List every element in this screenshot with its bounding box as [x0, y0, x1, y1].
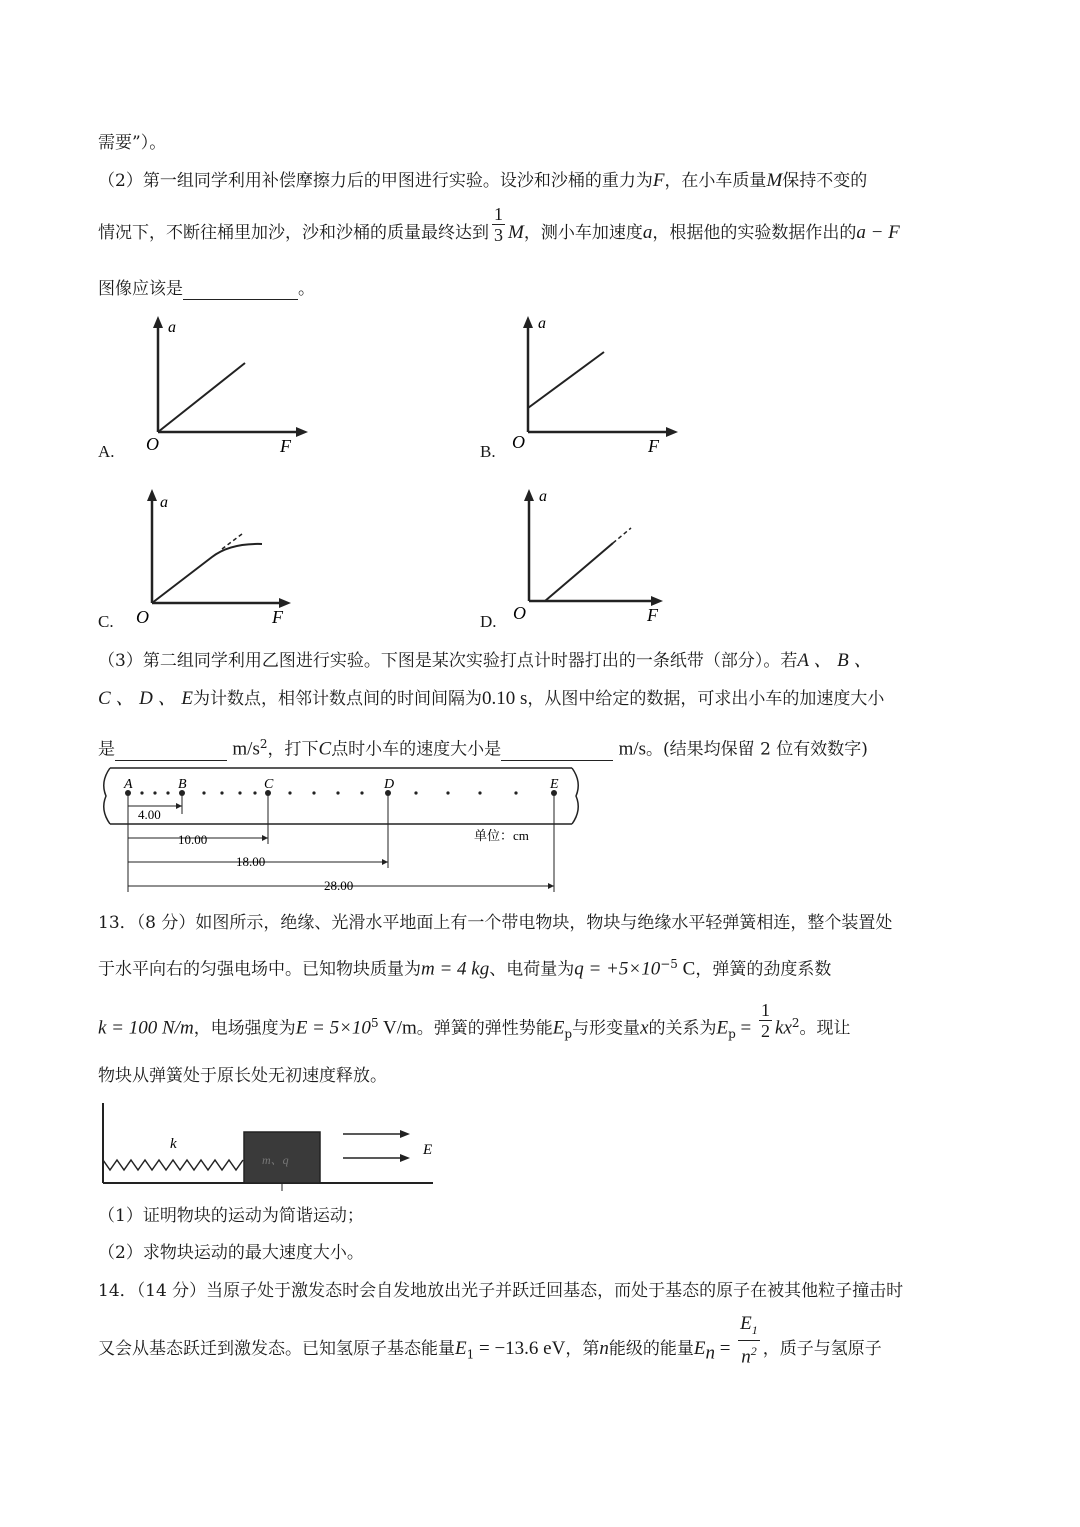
tape-distance-ac: 10.00 — [178, 832, 208, 847]
graph-option-a — [130, 310, 310, 460]
unit: V/m — [378, 1017, 417, 1039]
question-2-line-2 — [98, 204, 900, 245]
text-fragment: ，在小车质量 — [664, 171, 767, 191]
math-var: E — [552, 1017, 565, 1039]
exponent: 5 — [370, 1016, 379, 1030]
axis-label-y: a — [168, 319, 176, 336]
problem-13-line-1 — [98, 912, 892, 934]
math-var: A 、 B 、 — [797, 650, 873, 671]
graph-option-c — [130, 485, 310, 625]
graph-option-d — [505, 485, 685, 625]
axis-label-x: F — [647, 605, 658, 625]
option-c-label[interactable]: C. — [98, 612, 114, 631]
text-line — [98, 132, 166, 154]
math-var: E — [740, 1313, 752, 1334]
problem-13-line-3 — [98, 999, 851, 1045]
problem-13-sub-1 — [98, 1205, 364, 1227]
axis-label-x: F — [272, 607, 283, 625]
tape-label-b: B — [178, 777, 187, 792]
math-var: x — [640, 1017, 649, 1039]
math-value: 0.10 s — [482, 688, 528, 709]
text-fragment: 。(结果均保留 2 位有效数字) — [646, 739, 868, 760]
math-var: E — [693, 1338, 706, 1360]
math-var: a — [642, 222, 653, 243]
math-var: n — [741, 1346, 751, 1368]
text-fragment: 与形变量 — [572, 1018, 641, 1039]
origin-label: O — [512, 432, 525, 452]
option-b-label[interactable]: B. — [480, 442, 496, 461]
graph-option-b — [500, 310, 680, 460]
text-fragment: ，第 — [565, 1339, 600, 1360]
text-fragment: 又会从基态跃迁到激发态。已知氢原子基态能量 — [98, 1339, 455, 1360]
tape-label-a: A — [124, 777, 133, 792]
text-fragment: 图像应该是 — [98, 279, 183, 299]
text-fragment: （3）第二组同学利用乙图进行实验。下图是某次实验打点计时器打出的一条纸带（部分）。若 — [98, 651, 798, 671]
subscript: 1 — [466, 1347, 475, 1362]
subscript: p — [564, 1027, 573, 1042]
math-expression: kx — [775, 1017, 792, 1039]
math-value: = −13.6 eV — [474, 1338, 566, 1360]
fraction-numerator: 1 — [494, 204, 503, 224]
tape-distance-ad: 18.00 — [236, 854, 266, 869]
unit: m/s — [232, 738, 260, 760]
math-var: E — [716, 1017, 729, 1039]
axis-label-x: F — [280, 436, 291, 456]
math-var: C 、 D 、 E — [98, 688, 194, 709]
option-a-label[interactable]: A. — [98, 442, 115, 461]
text-fragment: 于水平向右的匀强电场中。已知物块质量为 — [98, 959, 421, 980]
text-fragment: （2）第一组同学利用补偿摩擦力后的甲图进行实验。设沙和沙桶的重力为 — [98, 171, 653, 191]
math-var: C — [318, 738, 332, 760]
question-3-line-1 — [98, 650, 872, 672]
text-fragment: 为计数点，相邻计数点间的时间间隔为 — [193, 689, 483, 709]
math-expression: m = 4 kg — [421, 958, 490, 980]
text-fragment: 情况下，不断往桶里加沙，沙和沙桶的质量最终达到 — [98, 223, 489, 243]
tape-label-e: E — [550, 777, 559, 792]
origin-label: O — [136, 607, 149, 625]
text-fragment: 、电荷量为 — [489, 959, 575, 980]
answer-blank[interactable] — [183, 281, 298, 300]
fraction — [492, 204, 505, 245]
tape-label-c: C — [264, 777, 274, 792]
unit: m/s — [618, 738, 647, 760]
exponent: 2 — [750, 1343, 757, 1358]
origin-label: O — [513, 603, 526, 623]
problem-13-sub-2 — [98, 1242, 364, 1264]
spring — [103, 1160, 243, 1170]
fraction — [759, 1000, 772, 1041]
fraction-denominator — [738, 1341, 760, 1367]
equals: = — [714, 1338, 736, 1360]
text-fragment: 物块从弹簧处于原长处无初速度释放。 — [98, 1066, 387, 1086]
unit: C — [677, 958, 696, 980]
unit-exponent: 2 — [259, 737, 268, 751]
math-var: M — [766, 170, 783, 191]
subscript: p — [728, 1027, 736, 1042]
text-fragment: 保持不变的 — [782, 171, 868, 191]
field-label: E — [423, 1142, 433, 1158]
axis-label-y: a — [538, 315, 546, 332]
tape-label-d: D — [384, 777, 395, 792]
answer-blank[interactable] — [501, 742, 613, 761]
text-fragment: （1）证明物块的运动为简谐运动； — [98, 1206, 364, 1226]
fraction-numerator: 1 — [761, 999, 771, 1020]
math-var: M — [508, 222, 524, 243]
block-label: m、q — [262, 1153, 289, 1167]
math-expression: E = 5×10 — [295, 1017, 371, 1039]
text-fragment: 的关系为 — [648, 1018, 717, 1039]
text-fragment: ，从图中给定的数据，可求出小车的加速度大小 — [527, 689, 885, 709]
spring-label: k — [170, 1136, 177, 1152]
text-fragment: ，电场强度为 — [193, 1018, 296, 1039]
option-d-label[interactable]: D. — [480, 612, 497, 631]
question-3-line-2 — [98, 688, 884, 710]
text-fragment: 是 — [98, 739, 115, 760]
exponent: 2 — [791, 1016, 800, 1030]
text-fragment: 。 — [298, 279, 315, 299]
fraction — [738, 1314, 760, 1367]
fraction-numerator — [738, 1314, 760, 1341]
text-fragment: 14．（14 分）当原子处于激发态时会自发地放出光子并跃迁回基态，而处于基态的原子在被其他粒子撞击时 — [98, 1281, 904, 1301]
problem-13-line-4 — [98, 1065, 387, 1087]
subscript: n — [705, 1342, 715, 1364]
tape-distance-ab: 4.00 — [138, 807, 161, 822]
problem-13-line-2 — [98, 953, 831, 981]
question-3-line-3 — [98, 733, 868, 761]
tape-unit-label: 单位：cm — [474, 828, 529, 843]
math-expression: k = 100 N/m — [98, 1017, 194, 1039]
text-fragment: 13．（8 分）如图所示，绝缘、光滑水平地面上有一个带电物块，物块与绝缘水平轻弹簧相连，整个装置处 — [98, 913, 893, 933]
tape-distance-ae: 28.00 — [324, 878, 354, 893]
math-expression: a − F — [856, 222, 900, 243]
text-fragment: 。现让 — [799, 1018, 851, 1039]
math-var: F — [652, 170, 665, 191]
equals: = — [735, 1017, 757, 1039]
text-fragment: 。弹簧的弹性势能 — [416, 1018, 553, 1039]
fraction-denominator: 3 — [494, 225, 503, 245]
paper-tape-figure — [98, 762, 598, 902]
problem-14-line-1 — [98, 1280, 903, 1302]
text-fragment: 需要”）。 — [98, 133, 167, 153]
text-fragment: 能级的能量 — [608, 1339, 694, 1360]
spring-block-figure — [98, 1098, 443, 1193]
origin-label: O — [146, 434, 159, 454]
text-fragment: ，根据他的实验数据作出的 — [652, 223, 857, 243]
problem-14-line-2 — [98, 1313, 882, 1368]
subscript: 1 — [751, 1322, 758, 1337]
text-fragment: ，测小车加速度 — [523, 223, 643, 243]
text-fragment: 点时小车的速度大小是 — [331, 739, 502, 760]
answer-blank[interactable] — [115, 742, 227, 761]
math-var: E — [455, 1338, 467, 1360]
text-fragment: ，弹簧的劲度系数 — [695, 959, 832, 980]
axis-label-y: a — [539, 488, 547, 505]
question-2-line-1 — [98, 170, 867, 192]
axis-label-y: a — [160, 494, 168, 511]
math-expression: q = +5×10 — [574, 958, 661, 980]
math-var: n — [599, 1338, 609, 1360]
text-fragment: ，质子与氢原子 — [762, 1339, 882, 1360]
question-2-line-3 — [98, 278, 315, 300]
text-fragment: ，打下 — [267, 739, 319, 760]
axis-label-x: F — [648, 436, 659, 456]
text-fragment: （2）求物块运动的最大速度大小。 — [98, 1243, 364, 1263]
exponent: −5 — [660, 957, 678, 971]
fraction-denominator: 2 — [761, 1020, 771, 1041]
